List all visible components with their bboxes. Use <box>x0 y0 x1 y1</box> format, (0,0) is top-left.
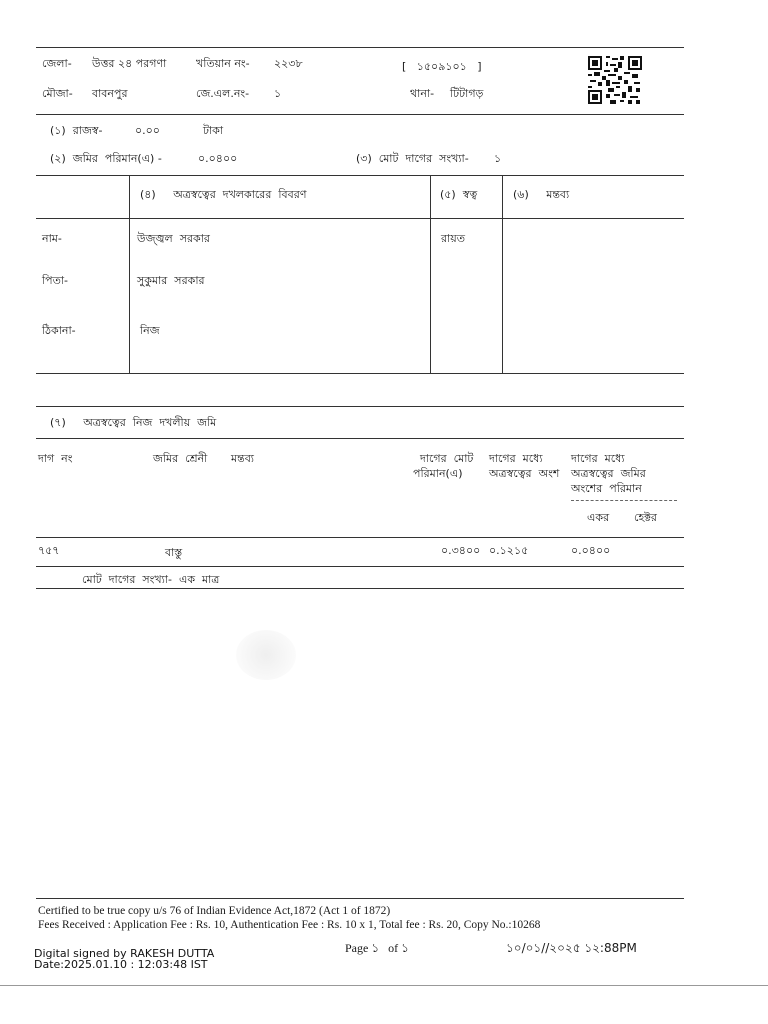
remark-header: (৬) মন্তব্য <box>513 188 570 201</box>
share-area-header-2: অত্রস্বত্বের জমির <box>571 467 646 480</box>
owner-table-bottom <box>36 373 684 374</box>
district-label: জেলা- <box>42 57 72 70</box>
address-label: ঠিকানা- <box>42 324 76 337</box>
share-area-header-3: অংশের পরিমান <box>571 482 642 495</box>
plot-share-header-2: অত্রস্বত্বের অংশ <box>489 467 560 480</box>
plot-share-header-1: দাগের মধ্যে <box>489 452 543 465</box>
plot-total-area: ০.৩৪০০ <box>441 544 481 557</box>
plots-count-label: (৩) মোট দাগের সংখ্যা- <box>356 152 469 165</box>
fees-text: Fees Received : Application Fee : Rs. 10, Authentication Fee : Rs. 10 x 1, Total fee : Rs. 20, Copy No.:10268 <box>38 919 541 931</box>
unit-divider <box>571 500 677 501</box>
thana-value: টিটাগড় <box>450 87 484 100</box>
father-label: পিতা- <box>42 274 69 287</box>
khatian-number: ২২৩৮ <box>274 57 303 70</box>
owner-details-header: (৪) অত্রস্বত্বের দখলকারের বিবরণ <box>140 188 307 201</box>
father-name: সুকুমার সরকার <box>137 274 205 287</box>
page-bottom-edge <box>0 985 768 986</box>
top-border <box>36 47 684 48</box>
mouza-label: মৌজা- <box>42 87 73 100</box>
plots-count-value: ১ <box>494 152 502 165</box>
land-table-header-bottom <box>36 537 684 538</box>
land-table-bottom <box>36 588 684 589</box>
plot-total-header-2: পরিমান(এ) <box>413 467 463 480</box>
address-value: নিজ <box>140 324 160 337</box>
owner-table-top <box>36 175 684 176</box>
total-plots-text: মোট দাগের সংখ্যা- এক মাত্র <box>82 573 220 586</box>
owner-col-divider-2 <box>430 175 431 373</box>
unit-acre: একর <box>587 511 610 524</box>
jl-label: জে.এল.নং- <box>196 87 250 100</box>
share-area-acre: ০.০৪০০ <box>571 544 611 557</box>
area-label: (২) জমির পরিমান(এ) - <box>50 152 162 165</box>
qr-code-icon <box>588 56 642 104</box>
certification-text: Certified to be true copy u/s 76 of Indian Evidence Act,1872 (Act 1 of 1872) <box>38 905 391 917</box>
owner-right: রায়ত <box>441 232 465 245</box>
plot-no-header: দাগ নং <box>38 452 73 465</box>
share-area-header-1: দাগের মধ্যে <box>571 452 625 465</box>
area-value: ০.০৪০০ <box>198 152 238 165</box>
land-section-top <box>36 406 684 407</box>
revenue-label: (১) রাজস্ব- <box>50 124 103 137</box>
district-value: উত্তর ২৪ পরগণা <box>92 57 167 70</box>
record-code: [ ১৫০৯১০১ ] <box>402 60 482 73</box>
land-row-bottom <box>36 566 684 567</box>
owner-name: উজ্জ্বল সরকার <box>137 232 210 245</box>
unit-hectare: হেক্টর <box>634 511 657 524</box>
land-table-top <box>36 438 684 439</box>
plot-number: ৭৫৭ <box>38 544 60 557</box>
land-section-title: (৭) অত্রস্বত্বের নিজ দখলীয় জমি <box>50 416 217 429</box>
khatian-label: খতিয়ান নং- <box>196 57 250 70</box>
footer-divider <box>36 898 684 899</box>
revenue-unit: টাকা <box>203 124 224 137</box>
owner-name-label: নাম- <box>42 232 62 245</box>
jl-number: ১ <box>274 87 282 100</box>
owner-col-divider-1 <box>129 175 130 373</box>
page-number: Page ১ of ১ <box>345 941 409 955</box>
owner-table-header-bottom <box>36 218 684 219</box>
revenue-value: ০.০০ <box>135 124 160 137</box>
mouza-value: বাবনপুর <box>92 87 128 100</box>
digital-signature-date: Date:2025.01.10 : 12:03:48 IST <box>34 958 208 971</box>
print-datetime: ১০/০১//২০২৫ ১২:88PM <box>506 941 637 955</box>
land-class: বাস্তু <box>165 546 183 559</box>
land-class-header: জমির শ্রেনী <box>153 452 208 465</box>
plot-total-header-1: দাগের মোট <box>420 452 474 465</box>
header-divider <box>36 114 684 115</box>
owner-col-divider-3 <box>502 175 503 373</box>
plot-share: ০.১২১৫ <box>489 544 529 557</box>
right-header: (৫) স্বত্ব <box>440 188 478 201</box>
digital-signature-name: Digital signed by RAKESH DUTTA <box>34 947 215 960</box>
land-remark-header: মন্তব্য <box>231 452 255 465</box>
faint-smudge <box>236 630 296 680</box>
thana-label: থানা- <box>410 87 435 100</box>
